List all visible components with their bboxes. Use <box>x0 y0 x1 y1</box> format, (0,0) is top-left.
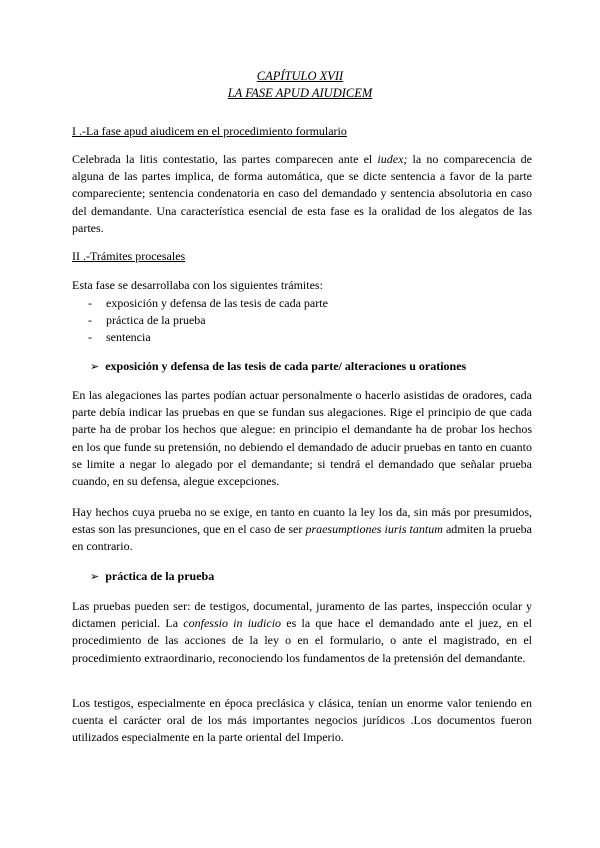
subsection-2-title: práctica de la prueba <box>105 569 215 583</box>
paragraph-text: Celebrada la litis contestatio, las partes comparecen ante el <box>72 152 378 166</box>
subsection-2-heading <box>90 569 214 584</box>
section-1-heading: I .-La fase apud aiudicem en el procedimiento formulario <box>72 124 347 138</box>
section-2-heading: II .-Trámites procesales <box>72 249 186 263</box>
arrowhead-bullet-icon: ➢ <box>90 360 100 373</box>
chapter-title-block <box>0 68 600 102</box>
subsection-2-paragraph-2: Los testigos, especialmente en época preclásica y clásica, tenían un enorme valor teniendo en cuenta el carácter oral de los más importantes negocios jurídicos .Los documentos fueron utilizados especialmente en la parte oriental del Imperio. <box>72 696 532 745</box>
paragraph-italic-term: confessio in iudicio <box>183 616 282 631</box>
paragraph-text: Las pruebas pueden ser: de testigos, documental, juramento de las partes, inspección ocular y dictamen pericial. La <box>72 599 532 631</box>
section-2-intro: Esta fase se desarrollaba con los siguientes trámites: <box>72 278 323 292</box>
chapter-title: CAPÍTULO XVII <box>256 69 344 83</box>
subsection-1-paragraph-1: En las alegaciones las partes podían actuar personalmente o hacerlo asistidas de oradores, cada parte debía indicar las pruebas en que se fundan sus alegaciones. Rige el principio de que cada parte ha de probar los hechos que alegue: en principio el demandante ha de probar los hechos en los que funde su pretensión, no debiendo el demandado de aducir pruebas en tanto en cuanto se limite a negar lo alegado por el demandante; si tendrá el demandado que señalar prueba cuando, en su defensa, alegue excepciones. <box>72 388 532 489</box>
subsection-2-paragraph-1 <box>72 598 532 667</box>
chapter-subtitle: LA FASE APUD AIUDICEM <box>227 86 373 100</box>
list-item: - exposición y defensa de las tesis de cada parte <box>88 295 328 312</box>
paragraph-text: admiten la prueba en contrario. <box>72 522 533 554</box>
paragraph-text: la no comparecencia de alguna de las partes implica, de forma automática, que se dicte sentencia a favor de la parte compareciente; sentencia condenatoria en caso del demandado y sentencia absolutoria en caso del demandante. Una característica esencial de esta fase es la oralidad de los alegatos de las partes. <box>72 152 532 235</box>
paragraph-italic-term: iudex; <box>377 152 408 166</box>
list-item: - práctica de la prueba <box>88 312 328 329</box>
arrowhead-bullet-icon: ➢ <box>90 570 100 583</box>
subsection-1-heading <box>90 359 466 374</box>
section-1-paragraph <box>72 151 532 237</box>
subsection-1-title: exposición y defensa de las tesis de cada parte/ alteraciones u orationes <box>105 359 467 373</box>
subsection-1-paragraph-2 <box>72 504 532 556</box>
paragraph-text: es la que hace el demandado ante el juez, en el procedimiento de las acciones de la ley o en el formulario, o ante el magistrado, en el procedimiento extraordinario, reconociendo los fundamentos de la pretensión del demandante. <box>72 616 532 665</box>
list-item: - sentencia <box>88 329 328 346</box>
procedure-list <box>88 295 328 347</box>
paragraph-text: Hay hechos cuya prueba no se exige, en tanto en cuanto la ley los da, sin más por presumidos, estas son las presunciones, que en el caso de ser <box>72 505 532 537</box>
paragraph-italic-term: praesumptiones iuris tantum <box>305 522 443 537</box>
